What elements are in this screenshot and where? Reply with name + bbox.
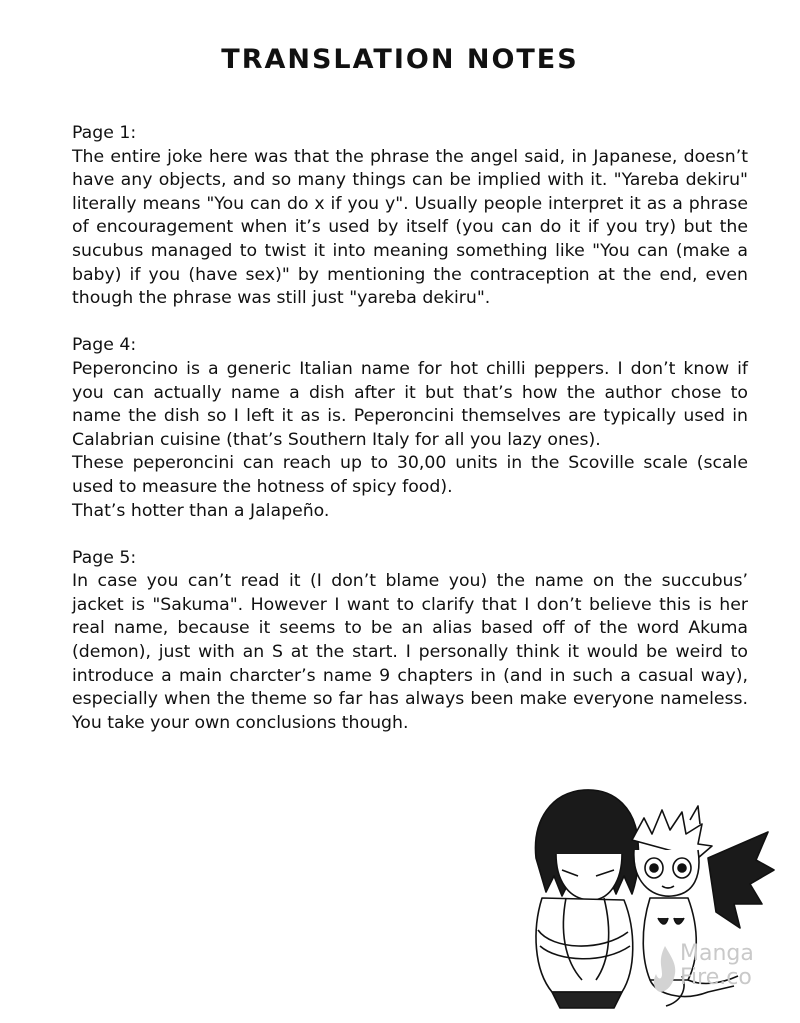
site-watermark [650,940,780,1000]
note-paragraph: In case you can’t read it (I don’t blame you) the name on the succubus’ jacket is "Sakuma". However I want to clarify that I don’t believe this is her real name, because it seems to be an alias based off of the word Akuma (demon), just with an S at the start. I personally think it would be weird to introduce a main charcter’s name 9 chapters in (and in such a casual way), especially when the theme so far has always been make everyone nameless. You take your own conclusions though. [72,571,748,733]
watermark-line-1: Manga [680,941,754,966]
translation-notes [72,122,748,759]
note-section-page-4 [72,334,748,523]
watermark-line-2: Fire.co [680,965,752,990]
fire-logo-icon [650,944,680,996]
dark-haired-character [535,790,638,1008]
note-section-page-1 [72,122,748,311]
note-heading: Page 4: [72,335,137,356]
note-paragraph: These peperoncini can reach up to 30,00 units in the Scoville scale (scale used to measure the hotness of spicy food). [72,453,748,497]
note-paragraph: That’s hotter than a Jalapeño. [72,500,330,521]
note-heading: Page 5: [72,547,137,568]
page-title: TRANSLATION NOTES [221,44,579,75]
note-paragraph: The entire joke here was that the phrase the angel said, in Japanese, doesn’t have any objects, and so many things can be implied with it. "Yareba dekiru" literally means "You can do x if you y". Usually people interpret it as a phrase of encouragement when it’s used by itself (you can do it if you try) but the sucubus managed to twist it into meaning something like "You can (make a baby) if you (have sex)" by mentioning the contraception at the end, even though the phrase was still just "yareba dekiru". [72,146,748,309]
note-heading: Page 1: [72,123,137,143]
note-section-page-5 [72,547,748,736]
note-paragraph: Peperoncino is a generic Italian name for hot chilli peppers. I don’t know if you can actually name a dish after it but that’s how the author chose to name the dish so I left it as is. Peperoncini themselves are typically used in Calabrian cuisine (that’s Southern Italy for all you lazy ones). [72,358,748,450]
